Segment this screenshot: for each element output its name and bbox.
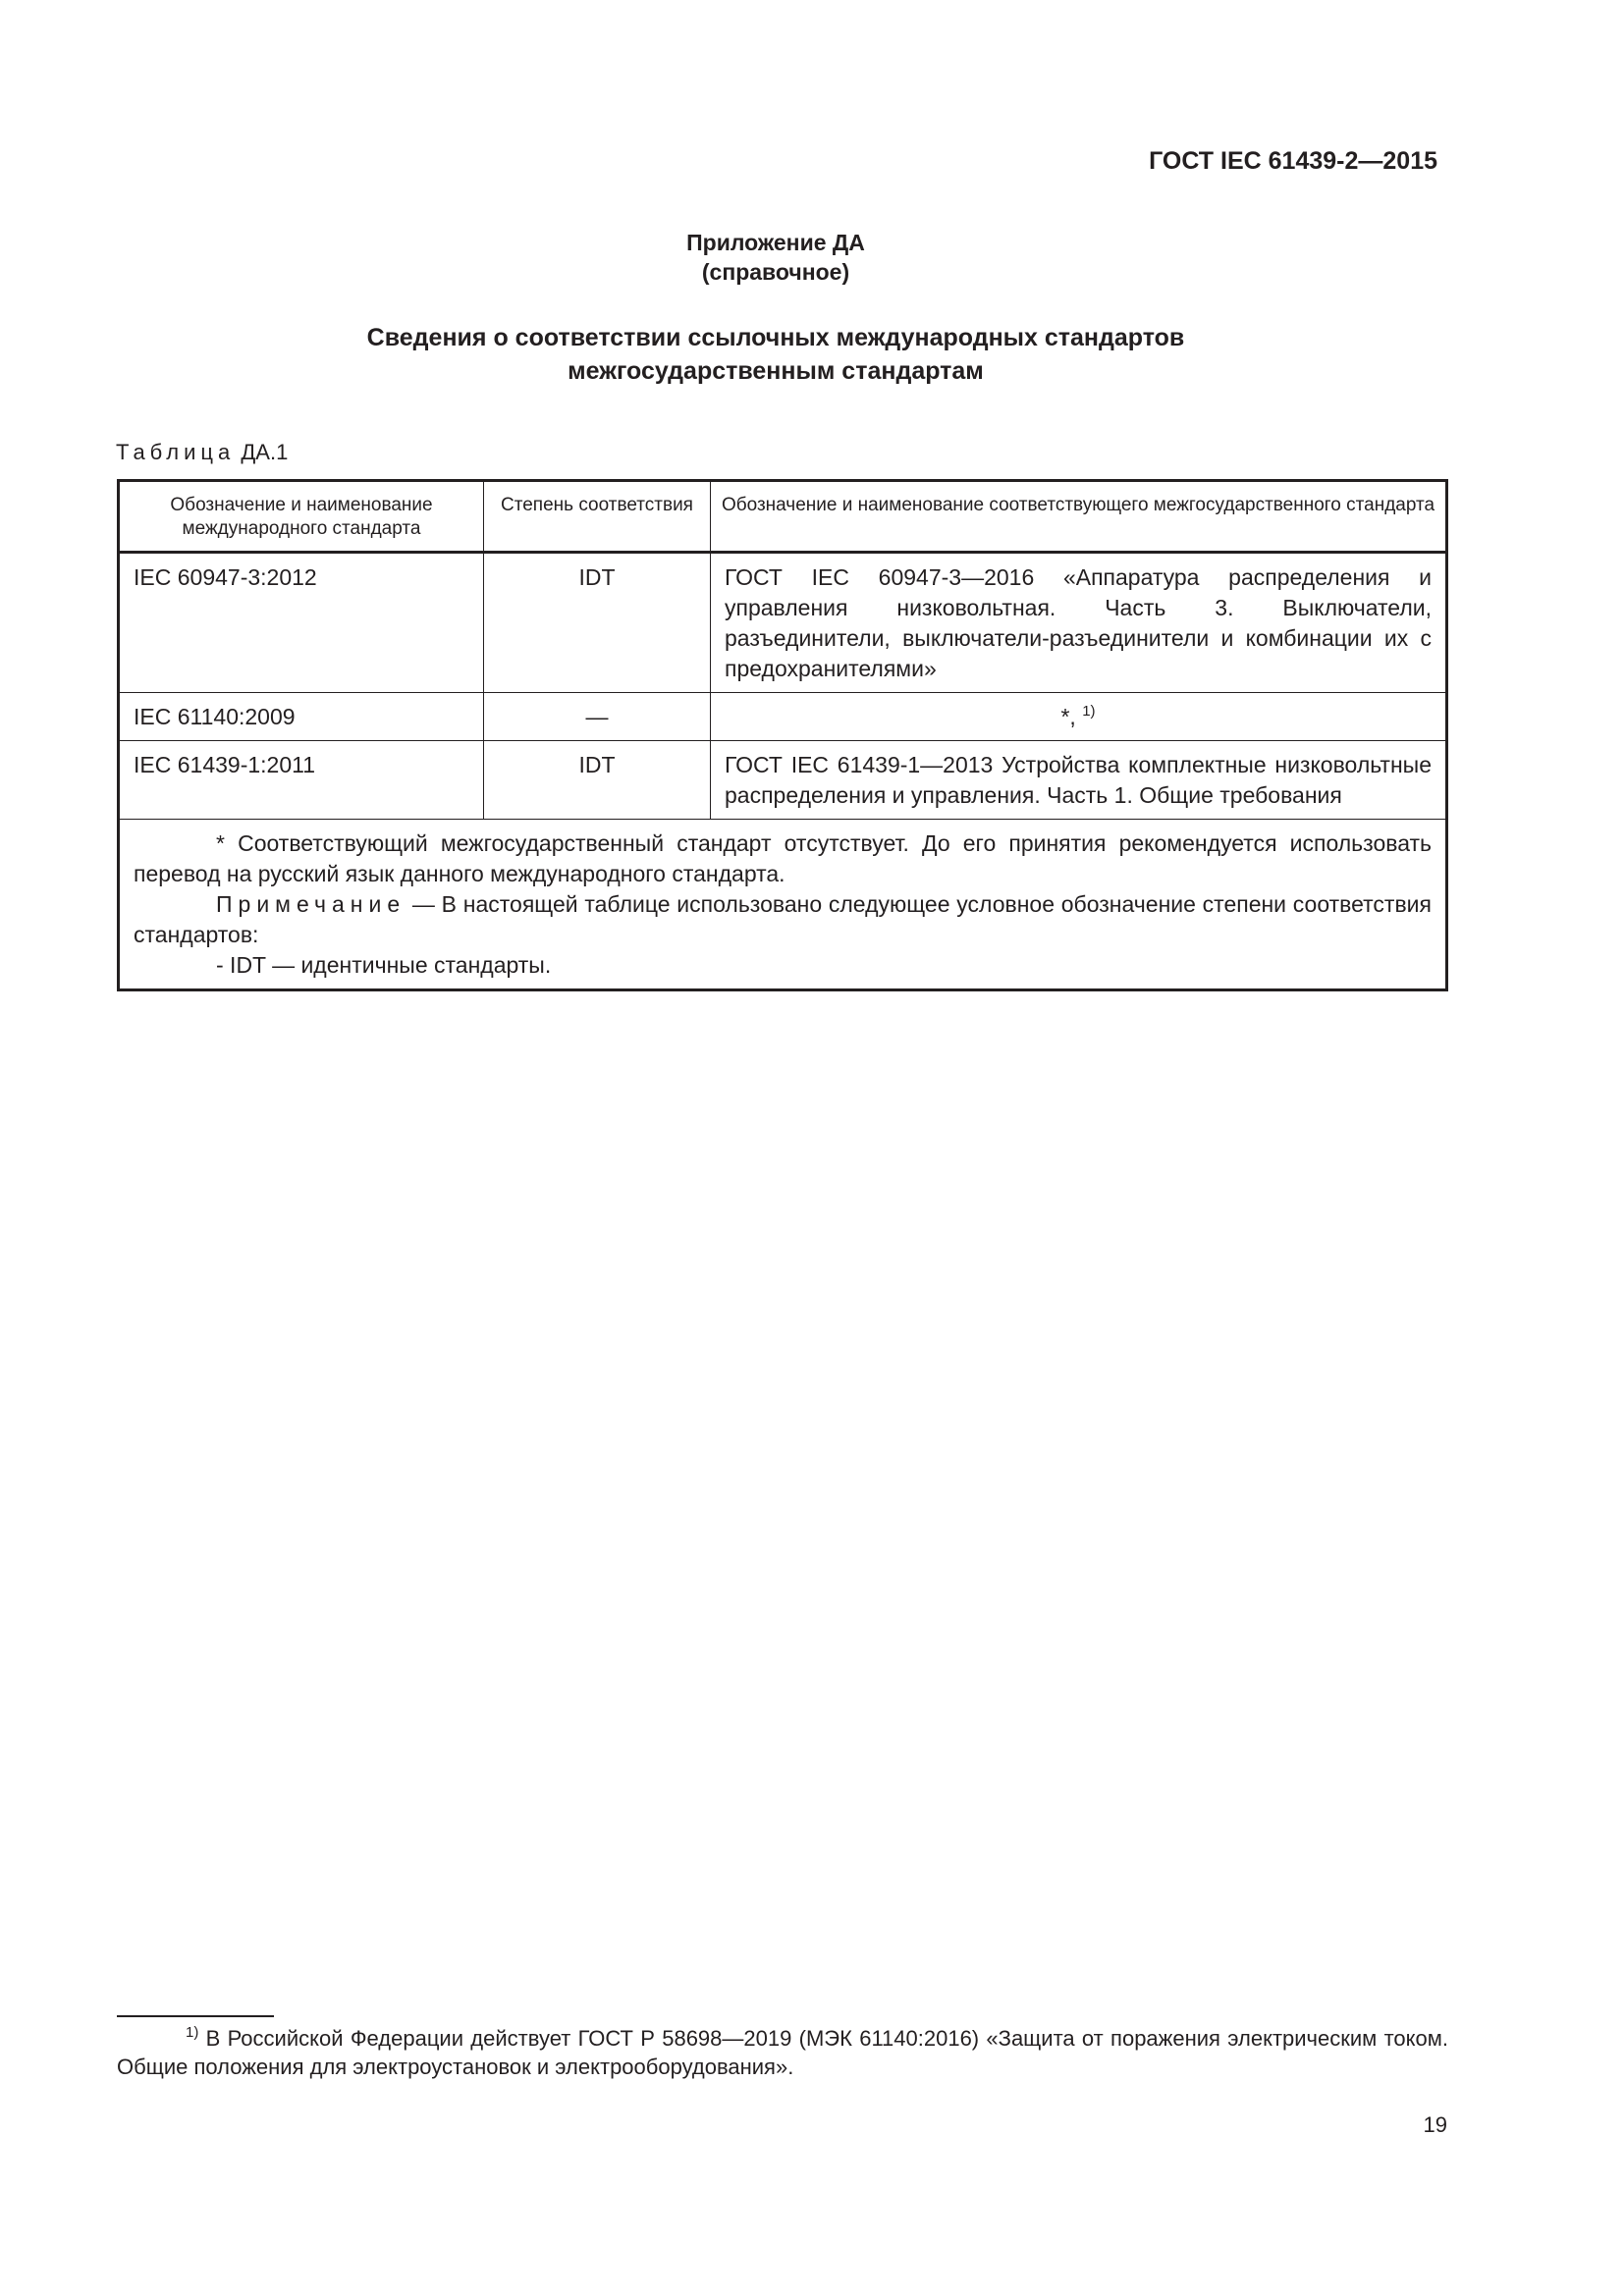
cell-interstate: ГОСТ IEC 60947-3—2016 «Аппаратура распределения и управления низковольтная. Часть 3. Выключатели, разъединители, выключатели-разъединители и комбинации их с предохранителями»	[711, 553, 1447, 693]
annex-title: Приложение ДА	[686, 230, 865, 255]
cell-standard: IEC 60947-3:2012	[119, 553, 484, 693]
table-row	[119, 693, 1447, 741]
table-header-row	[119, 481, 1447, 553]
table-label-word: Таблица	[116, 440, 236, 464]
header-degree: Степень соответствия	[484, 481, 711, 553]
annex-heading	[0, 321, 1551, 388]
table-note	[134, 889, 1432, 950]
table-footer-cell	[119, 820, 1447, 990]
cell-interstate-text: *,	[1060, 704, 1076, 729]
table-label	[116, 440, 288, 465]
cell-interstate: ГОСТ IEC 61439-1—2013 Устройства комплектные низковольтные распределения и управления. Часть 1. Общие требования	[711, 741, 1447, 820]
header-interstate-standard: Обозначение и наименование соответствующего межгосударственного стандарта	[711, 481, 1447, 553]
footnote	[117, 2024, 1448, 2081]
note-text: — В настоящей таблице использовано следующее условное обозначение степени соответствия стандартов:	[134, 891, 1432, 947]
footnote-marker: 1)	[186, 2024, 199, 2041]
footnote-reference: 1)	[1082, 703, 1096, 720]
cell-degree: IDT	[484, 741, 711, 820]
note-label: Примечание	[216, 891, 406, 917]
cell-degree: —	[484, 693, 711, 741]
cell-degree: IDT	[484, 553, 711, 693]
table-footer-row	[119, 820, 1447, 990]
correspondence-table	[117, 479, 1448, 991]
note-item: - IDT — идентичные стандарты.	[216, 952, 552, 978]
cell-standard: IEC 61140:2009	[119, 693, 484, 741]
table-label-number: ДА.1	[241, 440, 289, 464]
annex-heading-line1: Сведения о соответствии ссылочных международных стандартов	[366, 324, 1185, 351]
footnote-divider	[117, 2015, 274, 2017]
table-row	[119, 553, 1447, 693]
footnote-text: В Российской Федерации действует ГОСТ Р 58698—2019 (МЭК 61140:2016) «Защита от поражения электрическим током. Общие положения для электроустановок и электрооборудования».	[117, 2026, 1448, 2079]
cell-interstate	[711, 693, 1447, 741]
document-code: ГОСТ IEC 61439-2—2015	[1149, 147, 1437, 175]
annex-heading-line2: межгосударственным стандартам	[568, 357, 984, 385]
table-row	[119, 741, 1447, 820]
page-number: 19	[1423, 2112, 1447, 2137]
asterisk-note: * Соответствующий межгосударственный стандарт отсутствует. До его принятия рекомендуется использовать перевод на русский язык данного международного стандарта.	[134, 830, 1432, 886]
annex-title-block	[0, 228, 1551, 287]
cell-standard: IEC 61439-1:2011	[119, 741, 484, 820]
annex-subtitle: (справочное)	[701, 259, 850, 285]
header-international-standard: Обозначение и наименование международного стандарта	[119, 481, 484, 553]
